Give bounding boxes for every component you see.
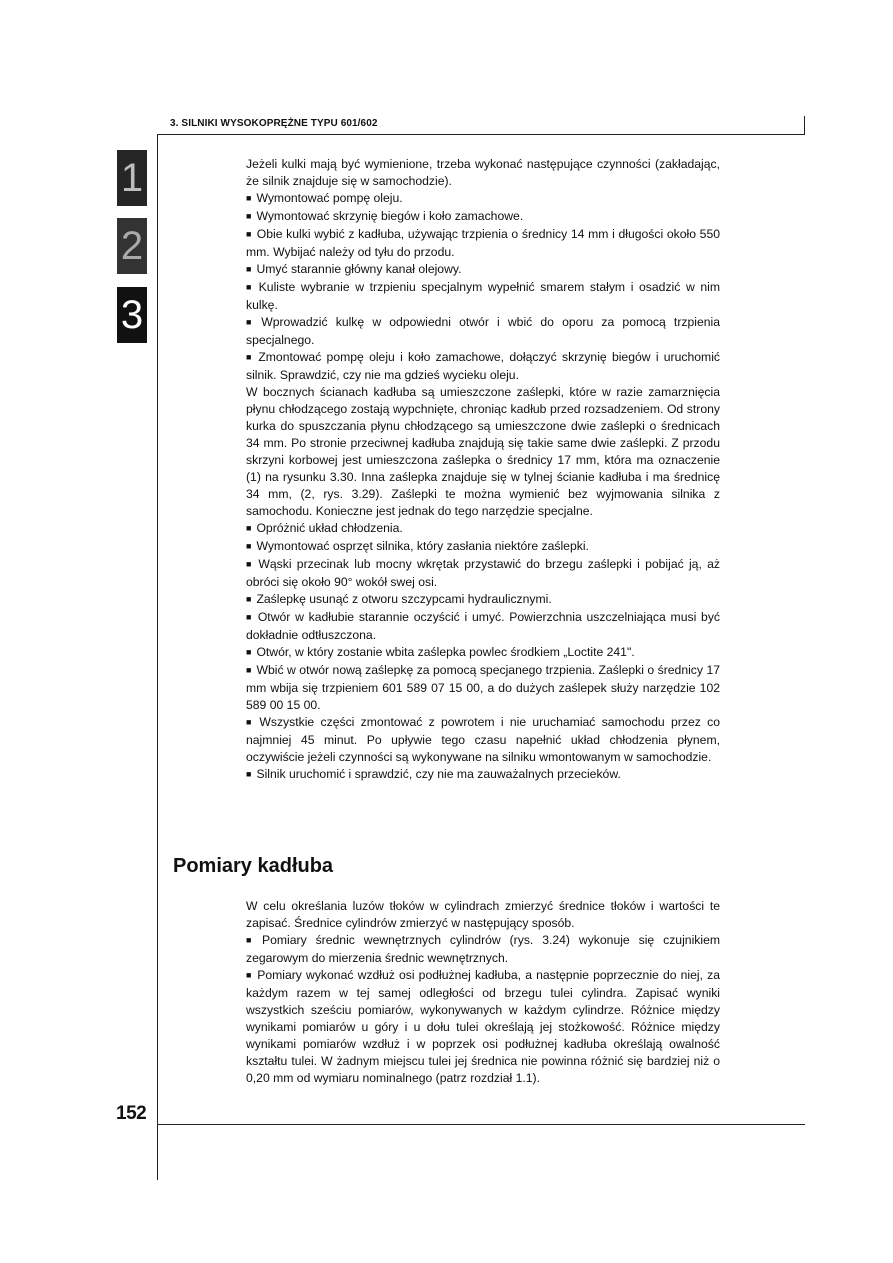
bullet-paragraph: ■ Pomiary wykonać wzdłuż osi podłużnej kadłuba, a następnie poprzecznie do niej, za każdym razem w tej samej odległości od brzegu tulei cylindra. Zapisać wyniki wszystkich sześciu pomiarów, wykonywanych w każdym cylindrze. Różnice między wynikami pomiarów u góry i u dołu tulei określają jej stożkowość. Różnice między wynikami pomiarów wzdłuż i w poprzek osi podłużnej kadłuba określają owalność kształtu tulei. W żadnym miejscu tulei jej średnica nie powinna różnić się bardziej niż o 0,20 mm od wymiaru nominalnego (patrz rozdział 1.1). [246,967,720,1087]
paragraph: W bocznych ścianach kadłuba są umieszczone zaślepki, które w razie zamarznięcia płynu chłodzącego zostają wypchnięte, chroniąc kadłub przed rozsadzeniem. Od strony kurka do spuszczania płynu chłodzącego są umieszczone dwie zaślepki o średnicach 34 mm. Po stronie przeciwnej kadłuba znajdują się takie same dwie zaślepki. Z przodu skrzyni korbowej jest umieszczona zaślepka o średnicy 17 mm, która ma oznaczenie (1) na rysunku 3.30. Inna zaślepka znajduje się w tylnej ścianie kadłuba i ma średnicę 34 mm, (2, rys. 3.29). Zaślepki te można wymienić bez wyjmowania silnika z samochodu. Konieczne jest jednak do tego narzędzie specjalne. [246,385,720,518]
header-rule [158,134,805,135]
bullet-paragraph: ■ Wymontować skrzynię biegów i koło zamachowe. [246,208,720,226]
bullet-paragraph: ■ Wszystkie części zmontować z powrotem i nie uruchamiać samochodu przez co najmniej 45 minut. Po upływie tego czasu napełnić układ chłodzenia płynem, oczywiście jeżeli czynności są wykonywane na silniku wmontowanym w samochodzie. [246,714,720,766]
paragraph: Jeżeli kulki mają być wymienione, trzeba wykonać następujące czynności (zakładając, że silnik znajduje się w samochodzie). [246,157,720,188]
bullet-paragraph: ■ Wprowadzić kulkę w odpowiedni otwór i wbić do oporu za pomocą trzpienia specjalnego. [246,314,720,349]
chapter-tab-3: 3 [117,287,147,343]
chapter-tab-2: 2 [117,218,147,274]
footer-rule [158,1124,805,1125]
bullet-paragraph: ■ Zmontować pompę oleju i koło zamachowe, dołączyć skrzynię biegów i uruchomić silnik. Sprawdzić, czy nie ma gdzieś wycieku oleju. [246,349,720,384]
bullet-paragraph: ■ Umyć starannie główny kanał olejowy. [246,261,720,279]
left-margin-rule [157,134,158,1180]
section-title: Pomiary kadłuba [173,855,334,877]
bullet-paragraph: ■ Wymontować osprzęt silnika, który zasłania niektóre zaślepki. [246,538,720,556]
header-rule-end [804,116,805,135]
running-header: 3. SILNIKI WYSOKOPRĘŻNE TYPU 601/602 [170,118,378,129]
bullet-paragraph: ■ Wbić w otwór nową zaślepkę za pomocą specjanego trzpienia. Zaślepki o średnicy 17 mm wbija się trzpieniem 601 589 07 15 00, a do dużych zaślepek służy narzędzie 102 589 00 15 00. [246,662,720,714]
bullet-paragraph: ■ Wąski przecinak lub mocny wkrętak przystawić do brzegu zaślepki i pobijać ją, aż obróci się około 90° wokół swej osi. [246,556,720,591]
bullet-paragraph: ■ Pomiary średnic wewnętrznych cylindrów (rys. 3.24) wykonuje się czujnikiem zegarowym do mierzenia średnic wewnętrznych. [246,932,720,967]
body-text-section-1 [246,156,720,784]
bullet-paragraph: ■ Zaślepkę usunąć z otworu szczypcami hydraulicznymi. [246,591,720,609]
chapter-tab-1: 1 [117,150,147,206]
page-number: 152 [116,1103,147,1124]
bullet-paragraph: ■ Opróżnić układ chłodzenia. [246,520,720,538]
body-text-section-2 [246,898,720,1087]
bullet-paragraph: ■ Silnik uruchomić i sprawdzić, czy nie ma zauważalnych przecieków. [246,766,720,784]
bullet-paragraph: ■ Obie kulki wybić z kadłuba, używając trzpienia o średnicy 14 mm i długości około 550 mm. Wybijać należy od tyłu do przodu. [246,226,720,261]
bullet-paragraph: ■ Kuliste wybranie w trzpieniu specjalnym wypełnić smarem stałym i osadzić w nim kulkę. [246,279,720,314]
bullet-paragraph: ■ Wymontować pompę oleju. [246,190,720,208]
bullet-paragraph: ■ Otwór w kadłubie starannie oczyścić i umyć. Powierzchnia uszczelniająca musi być dokładnie odtłuszczona. [246,609,720,644]
bullet-paragraph: ■ Otwór, w który zostanie wbita zaślepka powlec środkiem „Loctite 241". [246,644,720,662]
paragraph: W celu określania luzów tłoków w cylindrach zmierzyć średnice tłoków i wartości te zapisać. Średnice cylindrów zmierzyć w następujący sposób. [246,899,720,930]
